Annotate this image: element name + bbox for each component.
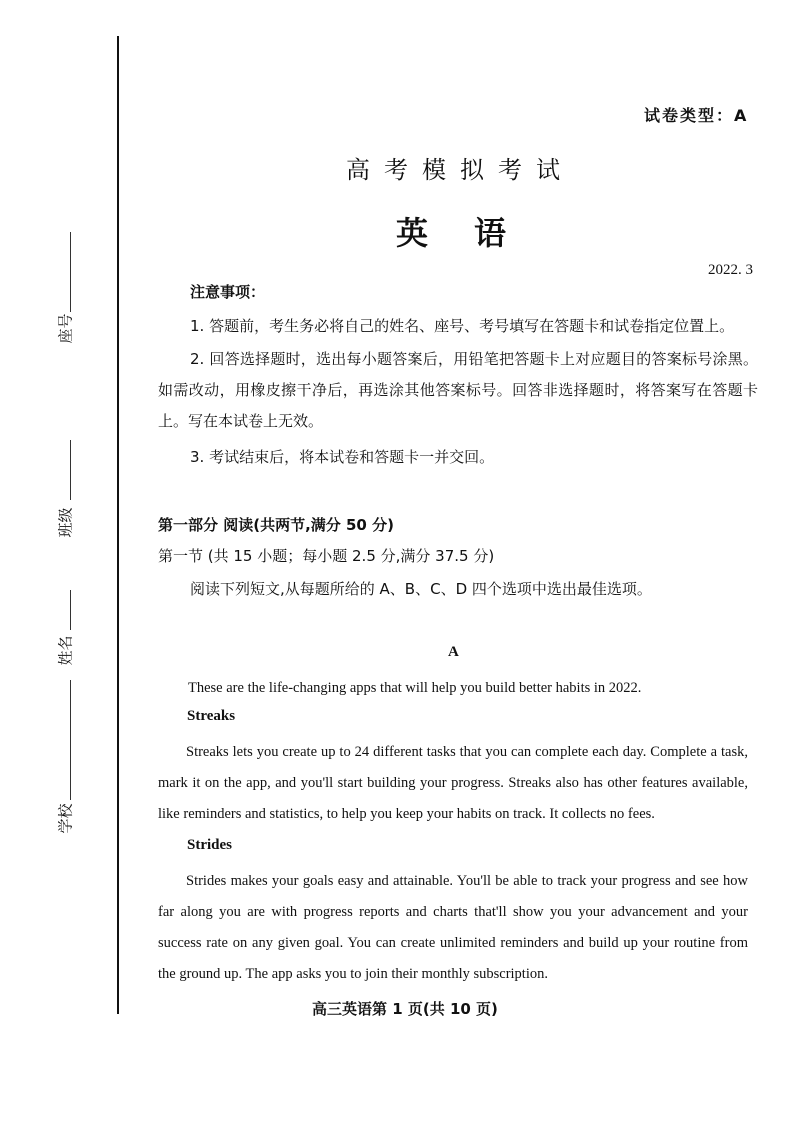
school-blank — [70, 740, 71, 800]
notice-item-1: 1. 答题前，考生务必将自己的姓名、座号、考号填写在答题卡和试卷指定位置上。 — [190, 317, 735, 335]
passage-intro: These are the life-changing apps that will help you build better habits in 2022. — [188, 680, 642, 696]
part-heading: 第一部分 阅读(共两节,满分 50 分) — [158, 516, 394, 534]
page-footer: 高三英语第 1 页(共 10 页) — [312, 1000, 498, 1018]
notice-item-3: 3. 考试结束后，将本试卷和答题卡一并交回。 — [190, 448, 495, 466]
app2-text: Strides makes your goals easy and attainable. You'll be able to track your progress and see how far along you are with progress reports and charts that'll show you your advancement and your success rate on any given goal. You can create unlimited reminders and build up your routine from the ground up. The app asks you to join their monthly subscription. — [158, 873, 748, 982]
seat-blank — [70, 232, 71, 312]
exam-date: 2022. 3 — [708, 262, 753, 278]
subject-title: 英语 — [396, 214, 553, 252]
binding-line — [117, 36, 119, 1014]
name-label: 姓名 — [56, 635, 75, 666]
section-heading: 第一节 (共 15 小题；每小题 2.5 分,满分 37.5 分) — [158, 547, 495, 565]
notice-item-2: 2. 回答选择题时，选出每小题答案后，用铅笔把答题卡上对应题目的答案标号涂黑。如需改动，用橡皮擦干净后，再选涂其他答案标号。回答非选择题时，将答案写在答题卡上。写在本试卷上无效。 — [158, 350, 758, 430]
class-label: 班级 — [56, 507, 75, 538]
passage-label: A — [448, 644, 459, 660]
class-blank — [70, 440, 71, 500]
instruction: 阅读下列短文,从每题所给的 A、B、C、D 四个选项中选出最佳选项。 — [190, 580, 652, 598]
notice-heading: 注意事项： — [190, 283, 266, 301]
app2-name: Strides — [187, 837, 232, 853]
app1-name: Streaks — [187, 708, 236, 724]
school-label: 学校 — [56, 803, 75, 834]
paper-type: 试卷类型：A — [644, 106, 749, 125]
seat-label: 座号 — [56, 313, 75, 344]
name-blank — [70, 590, 71, 630]
exam-title: 高考模拟考试 — [346, 156, 574, 184]
app1-text: Streaks lets you create up to 24 different tasks that you can complete each day. Complete a task, mark it on the app, and you'll start building your progress. Streaks also has other features available, like reminders and statistics, to help you keep your habits on track. It collects no fees. — [158, 744, 748, 822]
